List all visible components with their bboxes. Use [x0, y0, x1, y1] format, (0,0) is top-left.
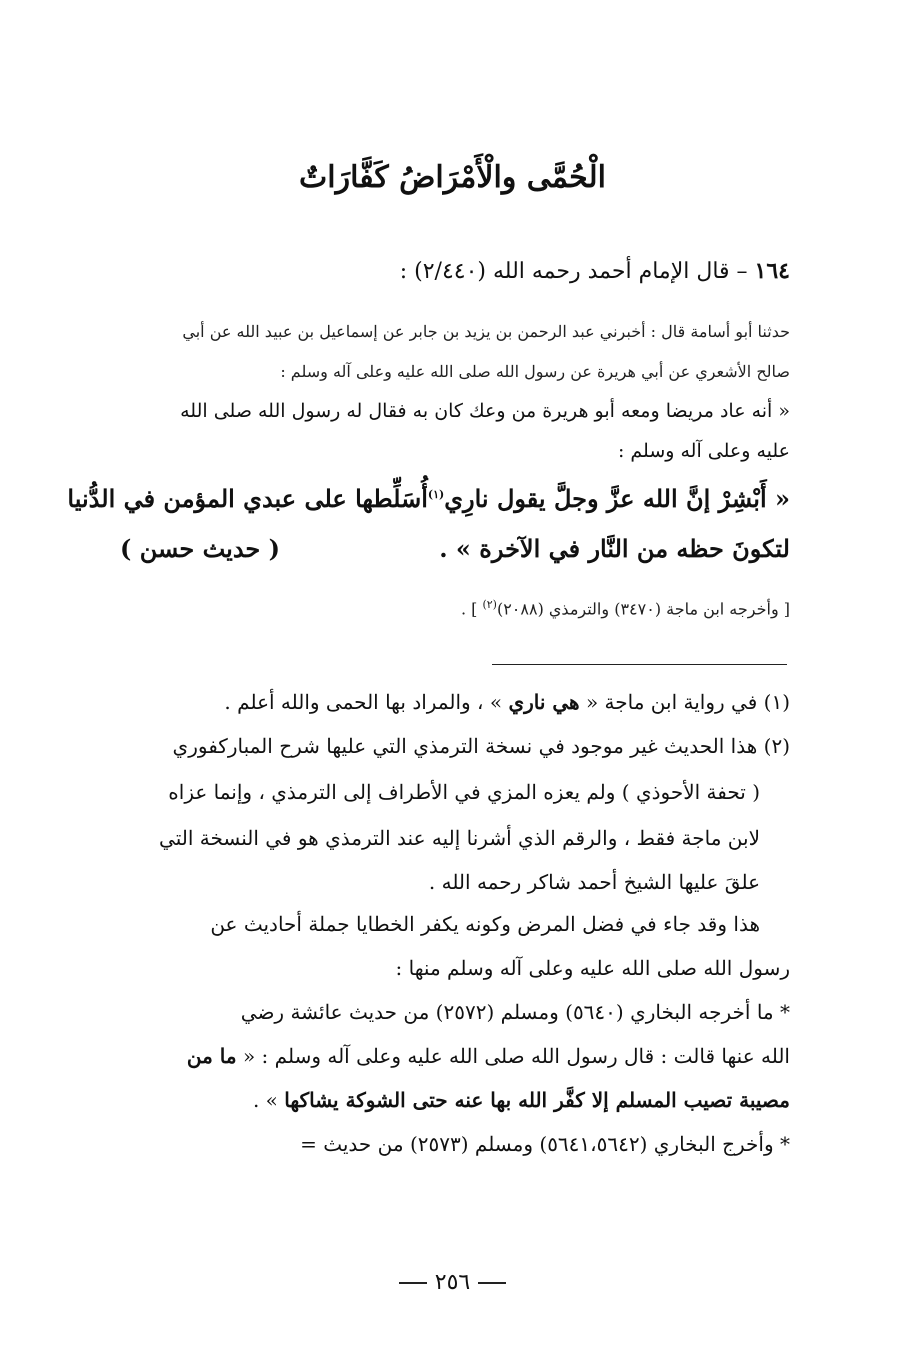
matn-line-1: « أنه عاد مريضا ومعه أبو هريرة من وعك كان به فقال له رسول الله صلى الله — [180, 400, 790, 422]
page-number — [0, 1270, 905, 1295]
bullet-1-text: الله عنها قالت : قال رسول الله صلى الله عليه وعلى آله وسلم : « — [236, 1044, 790, 1068]
quote-line-1 — [67, 484, 790, 513]
folio-dash-right — [478, 1282, 506, 1284]
bullet-1-bold-a: ما من — [186, 1044, 237, 1068]
footnote-2-line-4: علقَ عليها الشيخ أحمد شاكر رحمه الله . — [428, 870, 760, 894]
footnote-2-line-1: (٢) هذا الحديث غير موجود في نسخة الترمذي التي عليها شرح المباركفوري — [172, 734, 790, 758]
quote-part-a: « أَبْشِرْ إنَّ الله عزَّ وجلَّ يقول نارِي — [444, 484, 790, 513]
bullet-1-close: » . — [252, 1088, 285, 1112]
footnote-1 — [90, 690, 790, 714]
takhrij-close: ] . — [460, 599, 483, 619]
takhrij-line — [90, 598, 790, 618]
quote-end: لتكونَ حظه من النَّار في الآخرة » . — [439, 534, 790, 563]
matn-line-2: عليه وعلى آله وسلم : — [617, 440, 790, 462]
quote-part-b: أُسَلِّطها على عبدي المؤمن في الدُّنيا — [67, 484, 428, 513]
takhrij-text: [ وأخرجه ابن ماجة (٣٤٧٠) والترمذي (٢٠٨٨) — [496, 599, 790, 619]
hadith-number: ١٦٤ — [754, 258, 790, 284]
hadith-intro: – قال الإمام أحمد رحمه الله (٢/٤٤٠) : — [399, 259, 748, 284]
footnote-1-text-a: (١) في رواية ابن ماجة « — [579, 690, 790, 714]
footnote-divider — [492, 664, 787, 665]
footnote-1-text-b: » ، والمراد بها الحمى والله أعلم . — [224, 690, 509, 714]
page-number-text: ٢٥٦ — [434, 1270, 471, 1295]
bullet-2-line-1: * وأخرج البخاري (٥٦٤١،٥٦٤٢) ومسلم (٢٥٧٣) من حديث = — [300, 1132, 790, 1156]
bullet-1-line-3 — [90, 1088, 790, 1112]
footnote-1-bold: هي ناري — [508, 690, 580, 714]
quote-line-2 — [90, 534, 790, 563]
paragraph-line-2: رسول الله صلى الله عليه وعلى آله وسلم منها : — [395, 956, 790, 980]
bullet-1-line-2 — [90, 1044, 790, 1068]
paragraph-line-1: هذا وقد جاء في فضل المرض وكونه يكفر الخطايا جملة أحاديث عن — [210, 912, 760, 936]
bullet-1-bold-b: مصيبة تصيب المسلم إلا كفَّر الله بها عنه حتى الشوكة يشاكها — [284, 1088, 790, 1112]
hadith-heading — [90, 258, 790, 284]
isnad-line-1: حدثنا أبو أسامة قال : أخبرني عبد الرحمن بن يزيد بن جابر عن إسماعيل بن عبيد الله عن أبي — [182, 322, 790, 341]
isnad-line-2: صالح الأشعري عن أبي هريرة عن رسول الله صلى الله عليه وعلى آله وسلم : — [280, 362, 790, 381]
footnote-ref-1: (١) — [427, 488, 445, 501]
footnote-ref-2: (٢) — [482, 598, 497, 611]
chapter-title: الْحُمَّى والْأَمْرَاضُ كَفَّارَاتٌ — [299, 160, 606, 195]
footnote-2-line-3: لابن ماجة فقط ، والرقم الذي أشرنا إليه عند الترمذي هو في النسخة التي — [159, 826, 760, 850]
bullet-1-line-1: * ما أخرجه البخاري (٥٦٤٠) ومسلم (٢٥٧٢) من حديث عائشة رضي — [240, 1000, 790, 1024]
footnote-2-line-2: ( تحفة الأحوذي ) ولم يعزه المزي في الأطراف إلى الترمذي ، وإنما عزاه — [168, 780, 760, 804]
folio-dash-left — [399, 1282, 427, 1284]
hadith-grade: ( حديث حسن ) — [120, 534, 280, 563]
